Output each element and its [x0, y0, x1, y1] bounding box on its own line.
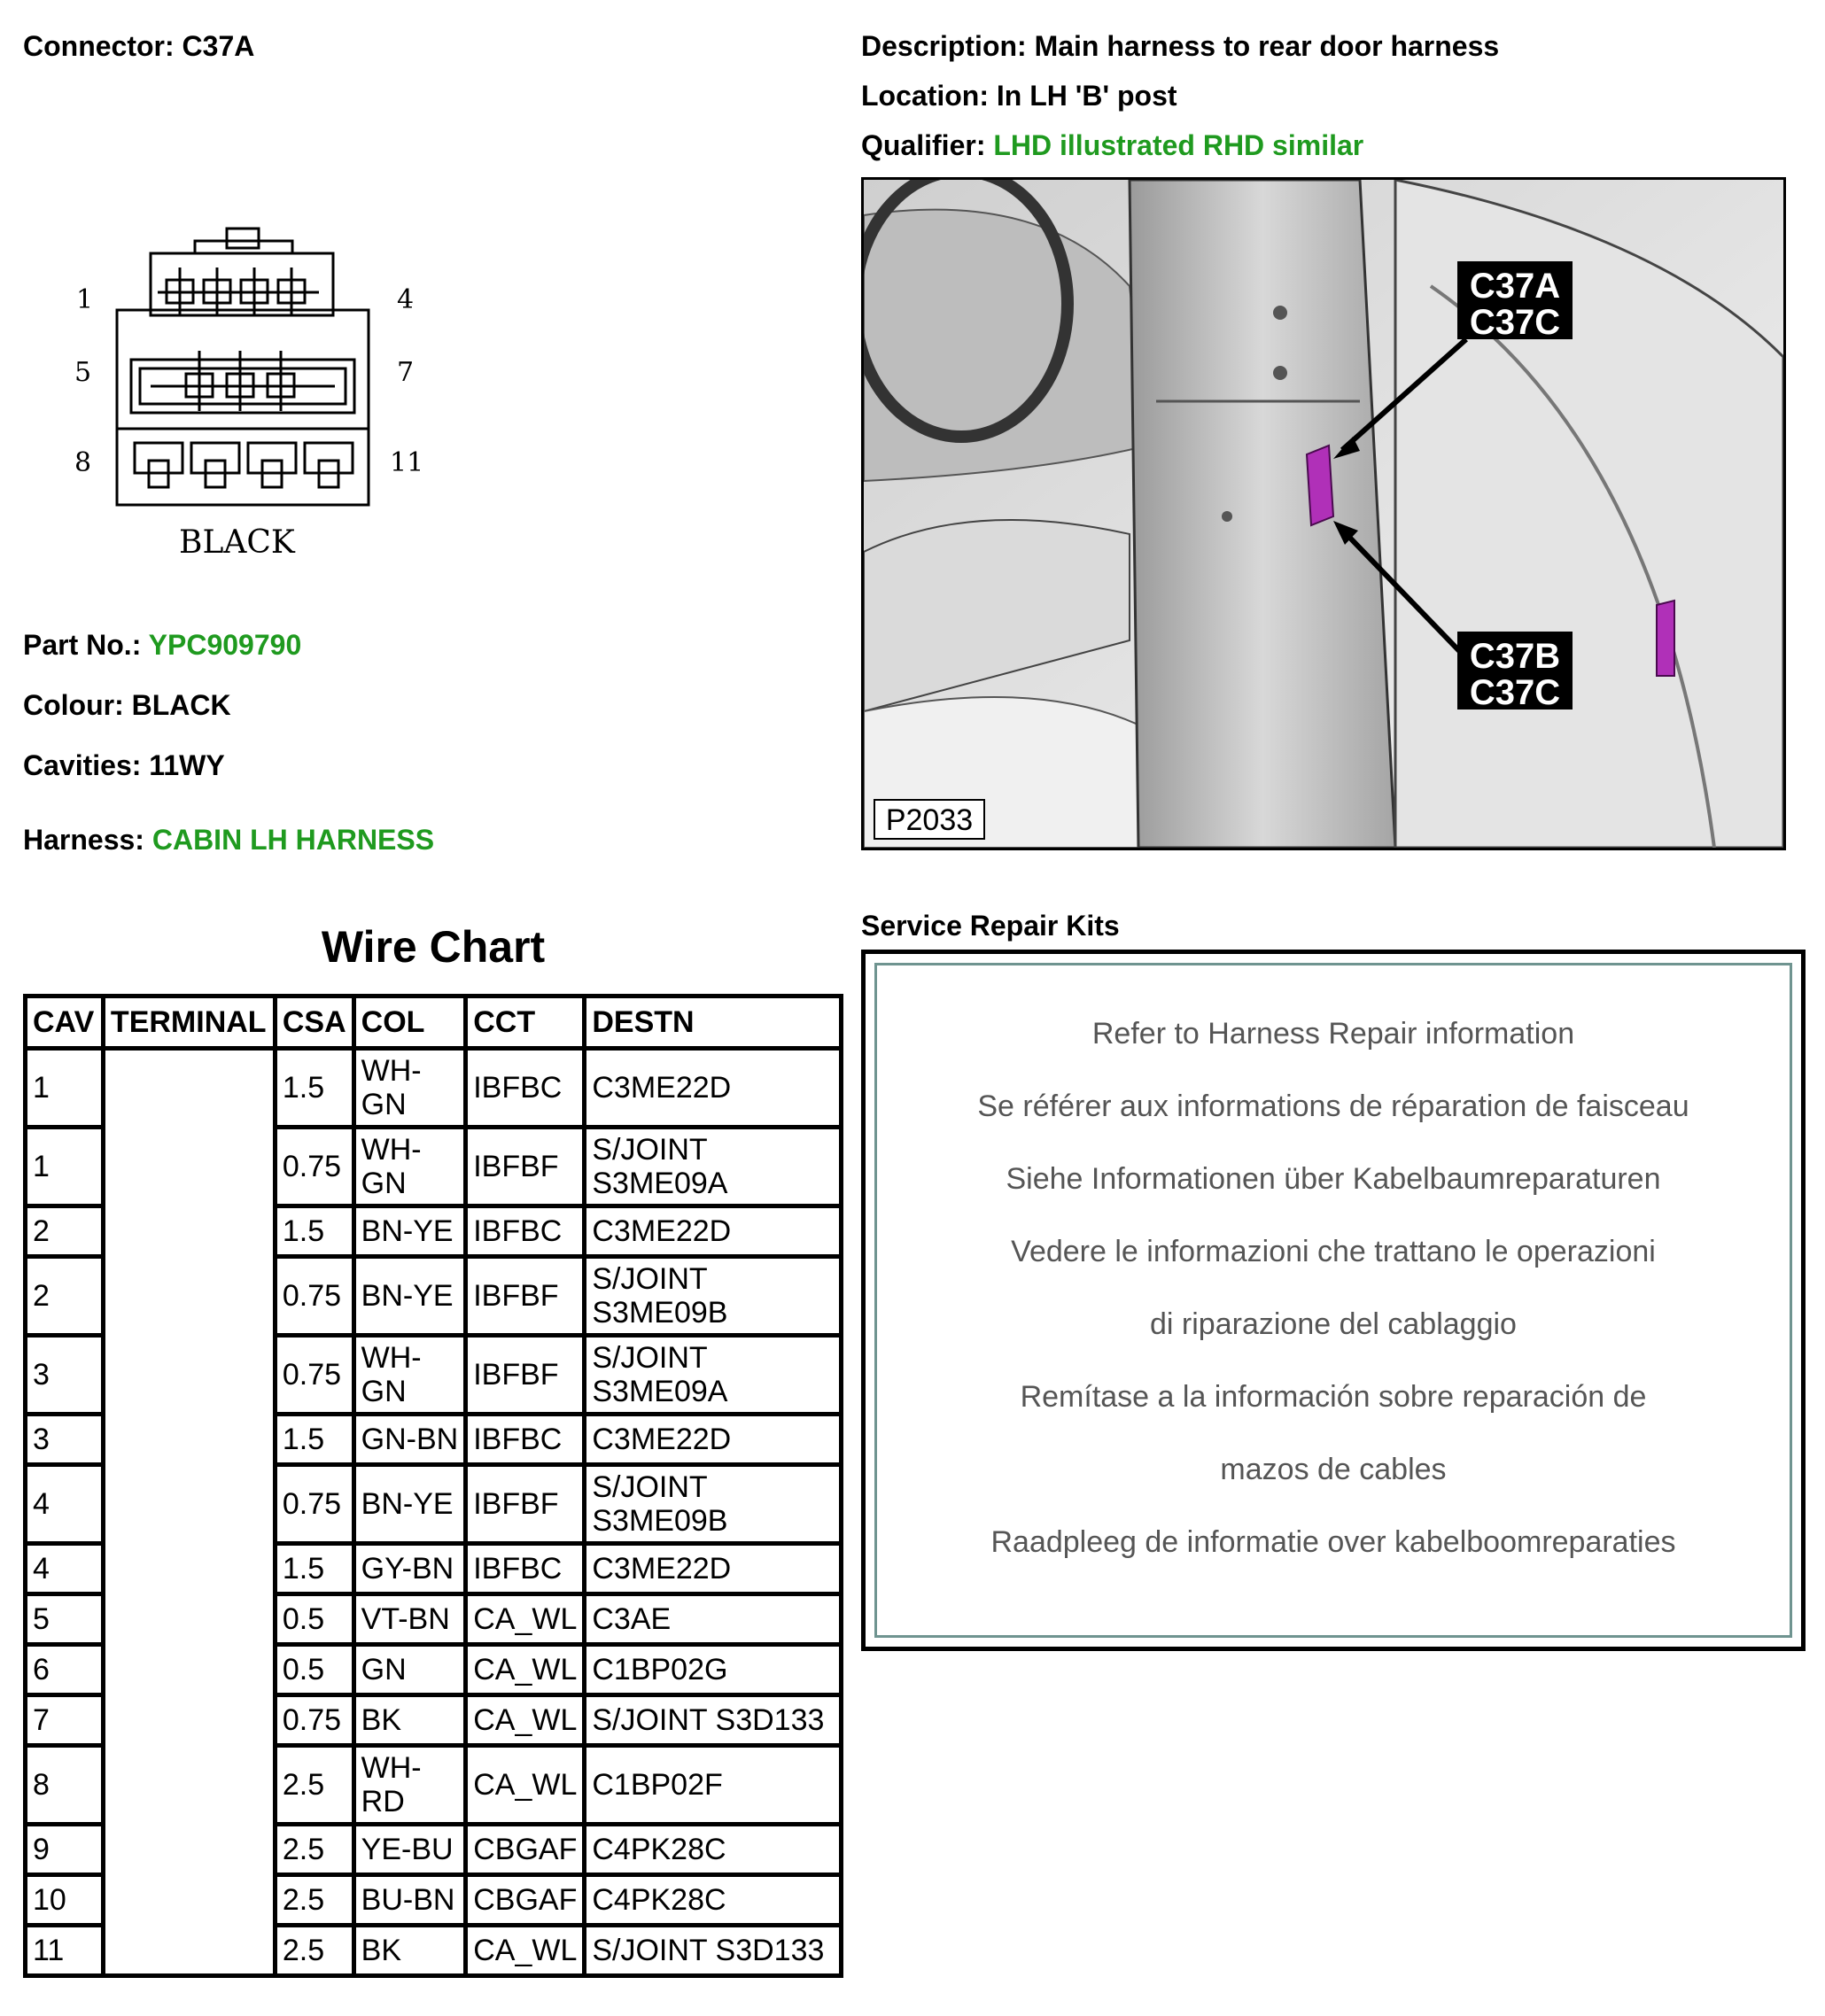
cell-cct: CA_WL [466, 1594, 585, 1645]
pin-label-11: 11 [390, 447, 424, 478]
header-cct: CCT [466, 996, 585, 1049]
cell-cav: 10 [26, 1875, 104, 1926]
qualifier [861, 129, 1363, 162]
repair-line: Se référer aux informations de réparation de faisceau [977, 1089, 1689, 1123]
cell-cct: CBGAF [466, 1825, 585, 1875]
repair-line: di riparazione del cablaggio [1150, 1307, 1517, 1341]
cell-cct: CA_WL [466, 1695, 585, 1746]
colour-value: BLACK [131, 689, 231, 721]
repair-line: Siehe Informationen über Kabelbaumreparaturen [1006, 1162, 1661, 1196]
cell-destn: C3ME22D [585, 1049, 842, 1128]
cell-cct: IBFBF [466, 1336, 585, 1415]
wire-chart-title: Wire Chart [321, 922, 546, 972]
cell-destn: S/JOINT S3ME09A [585, 1336, 842, 1415]
cell-col: BU-BN [353, 1875, 466, 1926]
callout-top-1: C37A [1469, 267, 1561, 306]
cell-col: YE-BU [353, 1825, 466, 1875]
cell-csa: 1.5 [275, 1049, 353, 1128]
cell-cav: 9 [26, 1825, 104, 1875]
pin-label-5: 5 [74, 357, 92, 388]
cell-csa: 1.5 [275, 1544, 353, 1594]
cell-destn: C4PK28C [585, 1875, 842, 1926]
cell-cct: CA_WL [466, 1746, 585, 1825]
harness [23, 824, 434, 857]
photo-reference: P2033 [885, 803, 974, 837]
harness-value: CABIN LH HARNESS [151, 824, 435, 856]
cell-csa: 0.75 [275, 1695, 353, 1746]
cell-destn: S/JOINT S3ME09A [585, 1128, 842, 1206]
description [861, 30, 1499, 63]
repair-line: Vedere le informazioni che trattano le operazioni [1011, 1235, 1656, 1268]
repair-line: mazos de cables [1220, 1453, 1447, 1486]
cell-destn: S/JOINT S3ME09B [585, 1465, 842, 1544]
cell-csa: 2.5 [275, 1926, 353, 1976]
cell-cav: 3 [26, 1415, 104, 1465]
cell-cav: 6 [26, 1645, 104, 1695]
cell-col: BN-YE [353, 1257, 466, 1336]
location-label: Location: [861, 80, 989, 112]
cell-cct: IBFBC [466, 1206, 585, 1257]
cell-cav: 2 [26, 1206, 104, 1257]
cell-csa: 0.5 [275, 1594, 353, 1645]
header-destn: DESTN [585, 996, 842, 1049]
service-repair-kits-box [861, 950, 1806, 1651]
cell-csa: 1.5 [275, 1206, 353, 1257]
diagram-colour-label: BLACK [179, 524, 295, 561]
header-col: COL [353, 996, 466, 1049]
cell-csa: 0.75 [275, 1465, 353, 1544]
cell-cct: IBFBF [466, 1128, 585, 1206]
cell-cav: 7 [26, 1695, 104, 1746]
repair-line: Refer to Harness Repair information [1091, 1017, 1575, 1051]
cell-col: WH-GN [353, 1336, 466, 1415]
cell-col: WH-RD [353, 1746, 466, 1825]
description-label: Description: [861, 30, 1027, 62]
connector-id [23, 30, 254, 63]
cell-csa: 0.75 [275, 1336, 353, 1415]
cell-destn: C1BP02F [585, 1746, 842, 1825]
cell-col: GN [353, 1645, 466, 1695]
cell-cav: 5 [26, 1594, 104, 1645]
cell-destn: C3ME22D [585, 1415, 842, 1465]
cell-col: BN-YE [353, 1465, 466, 1544]
cell-cav: 11 [26, 1926, 104, 1976]
cell-destn: S/JOINT S3D133 [585, 1926, 842, 1976]
cell-cav: 3 [26, 1336, 104, 1415]
harness-label: Harness: [23, 824, 144, 856]
connector-value: C37A [182, 30, 255, 62]
cell-destn: C3ME22D [585, 1544, 842, 1594]
cell-col: WH-GN [353, 1128, 466, 1206]
qualifier-label: Qualifier: [861, 129, 986, 161]
cell-csa: 0.75 [275, 1257, 353, 1336]
cell-cav: 4 [26, 1544, 104, 1594]
qualifier-value: LHD illustrated RHD similar [993, 129, 1364, 161]
callout-bottom-1: C37B [1469, 637, 1561, 676]
header-terminal: TERMINAL [103, 996, 275, 1049]
cavities-label: Cavities: [23, 749, 142, 781]
description-value: Main harness to rear door harness [1034, 30, 1500, 62]
cell-csa: 0.5 [275, 1645, 353, 1695]
location-photo [861, 177, 1786, 850]
callout-top-2: C37C [1469, 303, 1561, 342]
cell-col: GN-BN [353, 1415, 466, 1465]
cell-col: WH-GN [353, 1049, 466, 1128]
pin-label-1: 1 [76, 284, 94, 315]
cell-col: GY-BN [353, 1544, 466, 1594]
service-repair-kits-heading: Service Repair Kits [861, 910, 1120, 942]
cell-cct: IBFBF [466, 1257, 585, 1336]
cell-destn: S/JOINT S3D133 [585, 1695, 842, 1746]
cell-csa: 2.5 [275, 1746, 353, 1825]
cell-csa: 0.75 [275, 1128, 353, 1206]
cell-cav: 2 [26, 1257, 104, 1336]
repair-line: Raadpleeg de informatie over kabelboomreparaties [990, 1525, 1676, 1559]
cell-cct: IBFBC [466, 1049, 585, 1128]
cell-cav: 1 [26, 1128, 104, 1206]
cell-cct: IBFBF [466, 1465, 585, 1544]
pin-label-7: 7 [397, 357, 415, 388]
cell-csa: 1.5 [275, 1415, 353, 1465]
cell-cct: CA_WL [466, 1645, 585, 1695]
cell-csa: 2.5 [275, 1825, 353, 1875]
cavities-value: 11WY [149, 749, 225, 781]
part-number-value: YPC909790 [148, 629, 302, 661]
cell-col: VT-BN [353, 1594, 466, 1645]
cell-terminal [103, 1049, 275, 1976]
connector-label: Connector: [23, 30, 175, 62]
cell-destn: C3AE [585, 1594, 842, 1645]
cell-col: BK [353, 1695, 466, 1746]
part-number-label: Part No.: [23, 629, 142, 661]
service-repair-kits-inner-frame [874, 963, 1792, 1638]
cell-destn: C1BP02G [585, 1645, 842, 1695]
part-number [23, 629, 301, 662]
cell-col: BN-YE [353, 1206, 466, 1257]
cell-cct: CBGAF [466, 1875, 585, 1926]
cell-destn: C4PK28C [585, 1825, 842, 1875]
header-cav: CAV [26, 996, 104, 1049]
cell-cct: CA_WL [466, 1926, 585, 1976]
cell-destn: C3ME22D [585, 1206, 842, 1257]
colour-label: Colour: [23, 689, 124, 721]
pin-label-4: 4 [397, 284, 415, 315]
location [861, 80, 1177, 112]
cell-col: BK [353, 1926, 466, 1976]
location-value: In LH 'B' post [996, 80, 1177, 112]
cell-cct: IBFBC [466, 1415, 585, 1465]
wire-chart-table [23, 994, 843, 1978]
cavities [23, 749, 225, 782]
pin-label-8: 8 [74, 447, 92, 478]
cell-cct: IBFBC [466, 1544, 585, 1594]
cell-cav: 8 [26, 1746, 104, 1825]
cell-destn: S/JOINT S3ME09B [585, 1257, 842, 1336]
cell-cav: 4 [26, 1465, 104, 1544]
cell-cav: 1 [26, 1049, 104, 1128]
cell-csa: 2.5 [275, 1875, 353, 1926]
wire-chart-row [26, 1049, 842, 1128]
wire-chart-header-row [26, 996, 842, 1049]
repair-line: Remítase a la información sobre reparación de [1020, 1380, 1647, 1414]
colour [23, 689, 231, 722]
header-csa: CSA [275, 996, 353, 1049]
callout-bottom-2: C37C [1469, 673, 1561, 712]
connector-face-diagram [53, 221, 443, 576]
repair-kits-text [877, 997, 1790, 1578]
